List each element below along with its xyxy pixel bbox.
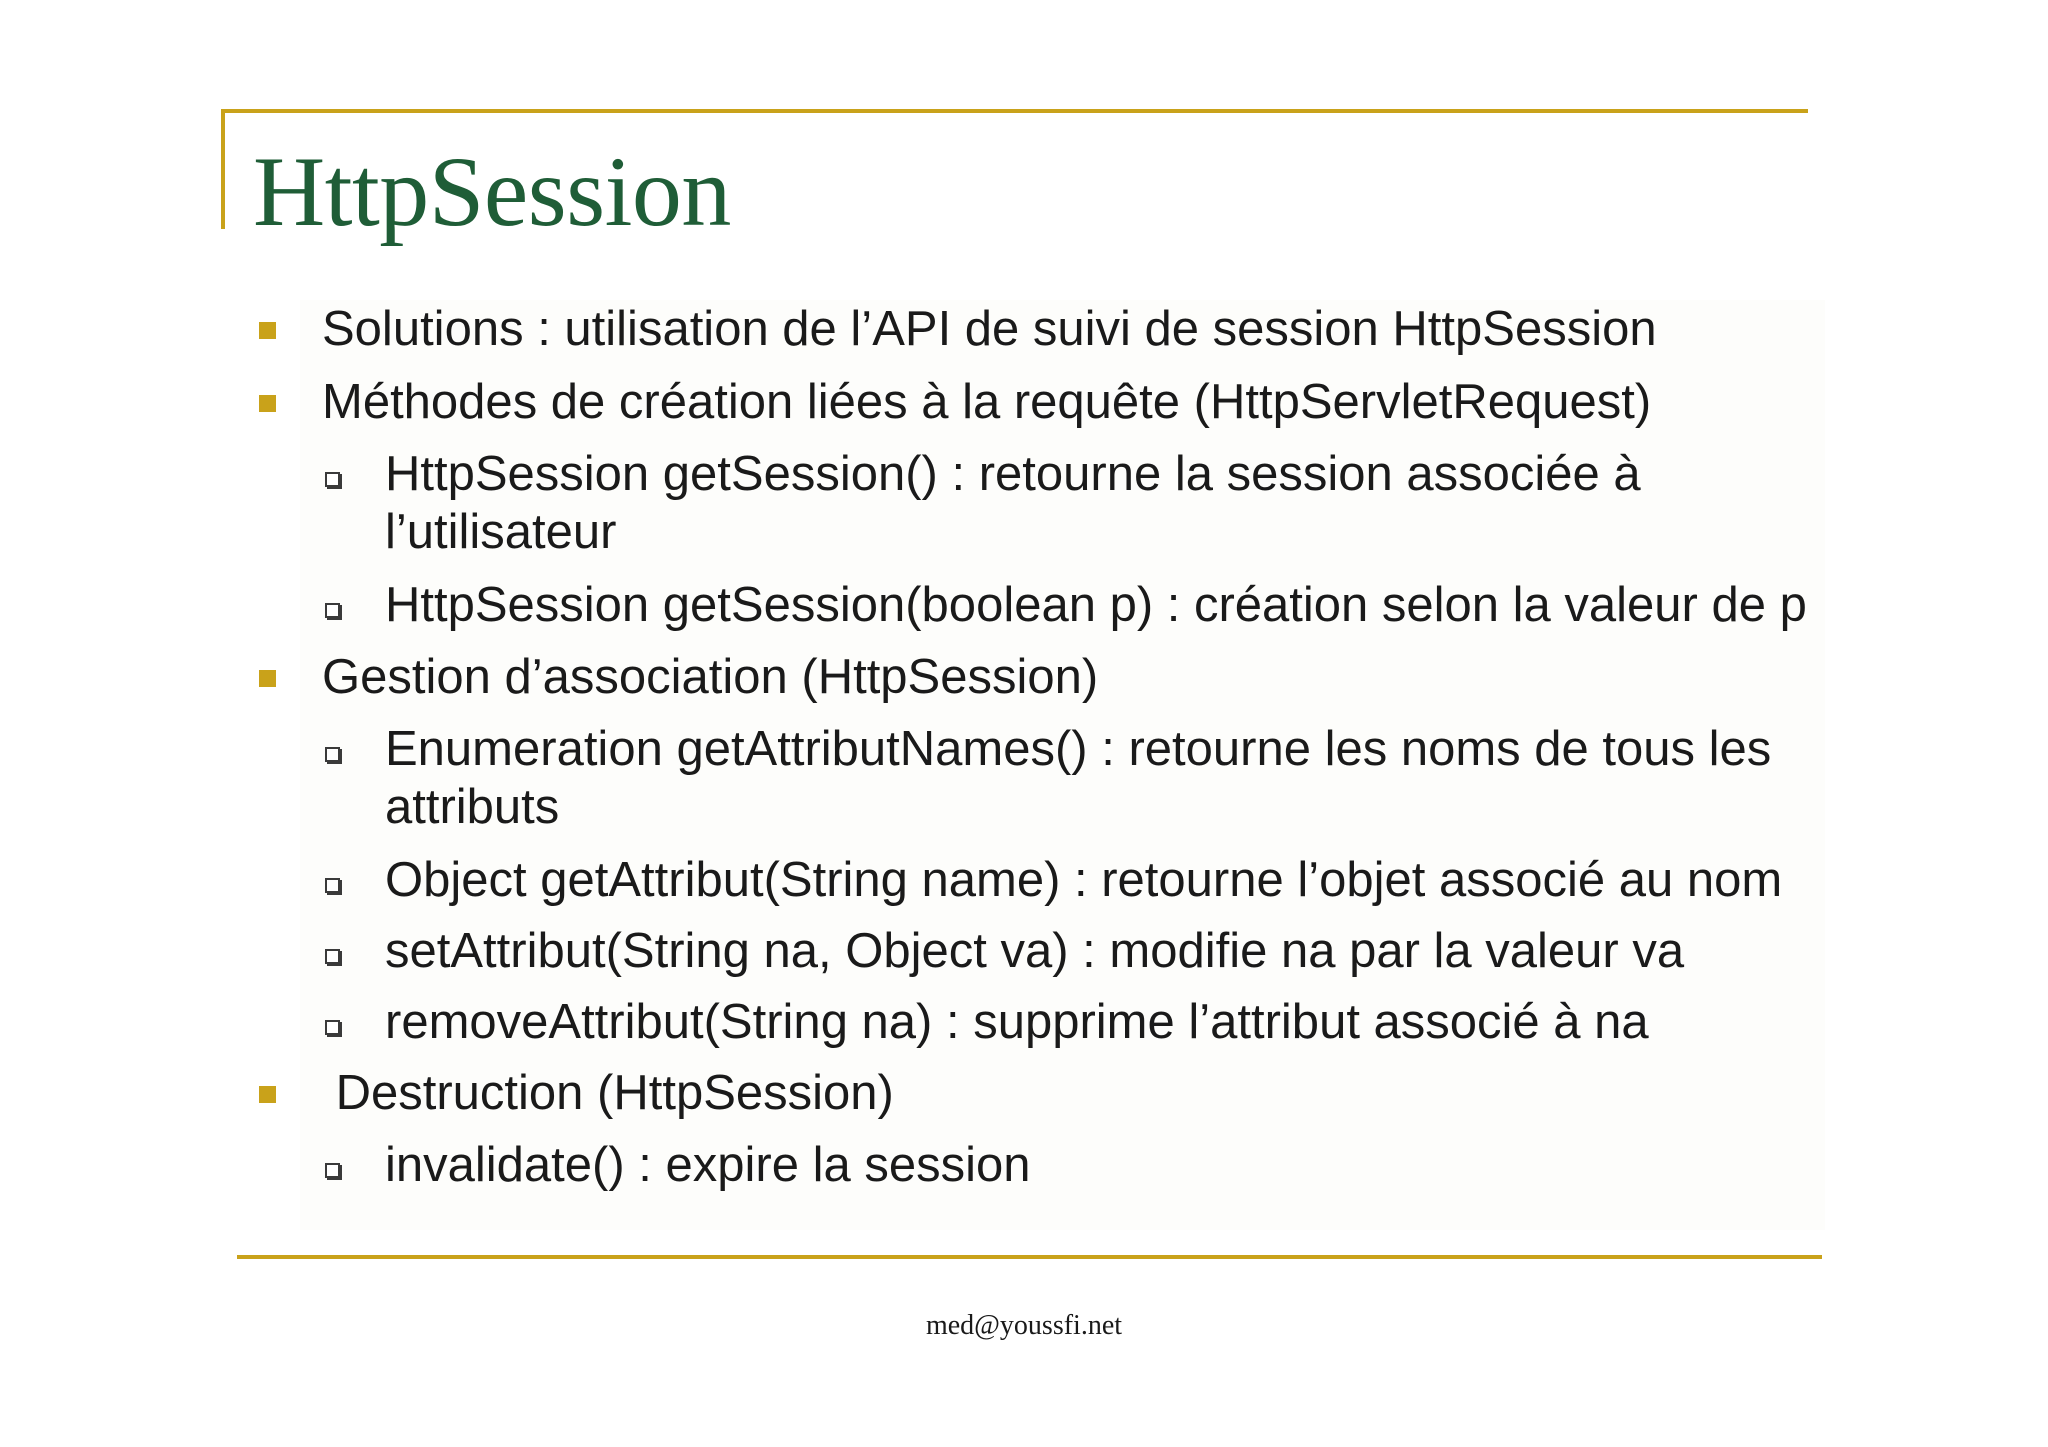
hollow-square-bullet-icon bbox=[325, 1020, 340, 1035]
hollow-square-bullet-icon bbox=[325, 603, 340, 618]
bullet-text: Gestion d’association (HttpSession) bbox=[322, 650, 1099, 704]
slide-title: HttpSession bbox=[253, 136, 731, 247]
hollow-square-bullet-icon bbox=[325, 472, 340, 487]
sub-bullet-text-line: attributs bbox=[385, 780, 560, 834]
sub-bullet-item bbox=[385, 993, 1649, 1051]
hollow-square-bullet-icon bbox=[325, 747, 340, 762]
sub-bullet-item bbox=[385, 922, 1684, 980]
sub-bullet-text-line: l’utilisateur bbox=[385, 505, 617, 559]
sub-bullet-text: HttpSession getSession(boolean p) : création selon la valeur de p bbox=[385, 578, 1807, 632]
sub-bullet-item bbox=[385, 576, 1807, 634]
square-bullet-icon bbox=[259, 322, 276, 339]
bullet-text: Destruction (HttpSession) bbox=[322, 1066, 894, 1120]
hollow-square-bullet-icon bbox=[325, 949, 340, 964]
bullet-text: Solutions : utilisation de l’API de suivi de session HttpSession bbox=[322, 302, 1657, 356]
hollow-square-bullet-icon bbox=[325, 1163, 340, 1178]
square-bullet-icon bbox=[259, 670, 276, 687]
sub-bullet-text-line: Enumeration getAttributNames() : retourne les noms de tous les bbox=[385, 722, 1772, 776]
bullet-item bbox=[322, 373, 1651, 431]
footer-email: med@youssfi.net bbox=[925, 1310, 1123, 1341]
sub-bullet-item bbox=[385, 851, 1782, 909]
sub-bullet-item bbox=[385, 720, 1771, 836]
bullet-item bbox=[322, 1064, 894, 1122]
square-bullet-icon bbox=[259, 395, 276, 412]
bullet-item bbox=[322, 300, 1657, 358]
sub-bullet-text: invalidate() : expire la session bbox=[385, 1138, 1031, 1192]
sub-bullet-text-line: HttpSession getSession() : retourne la session associée à bbox=[385, 447, 1641, 501]
square-bullet-icon bbox=[259, 1086, 276, 1103]
bottom-rule bbox=[237, 1255, 1822, 1259]
sub-bullet-item bbox=[385, 445, 1641, 561]
hollow-square-bullet-icon bbox=[325, 878, 340, 893]
sub-bullet-text: Object getAttribut(String name) : retourne l’objet associé au nom bbox=[385, 853, 1783, 907]
bullet-item bbox=[322, 648, 1098, 706]
bullet-text: Méthodes de création liées à la requête (HttpServletRequest) bbox=[322, 375, 1652, 429]
sub-bullet-text: setAttribut(String na, Object va) : modifie na par la valeur va bbox=[385, 924, 1685, 978]
sub-bullet-item bbox=[385, 1136, 1030, 1194]
sub-bullet-text: removeAttribut(String na) : supprime l’attribut associé à na bbox=[385, 995, 1649, 1049]
